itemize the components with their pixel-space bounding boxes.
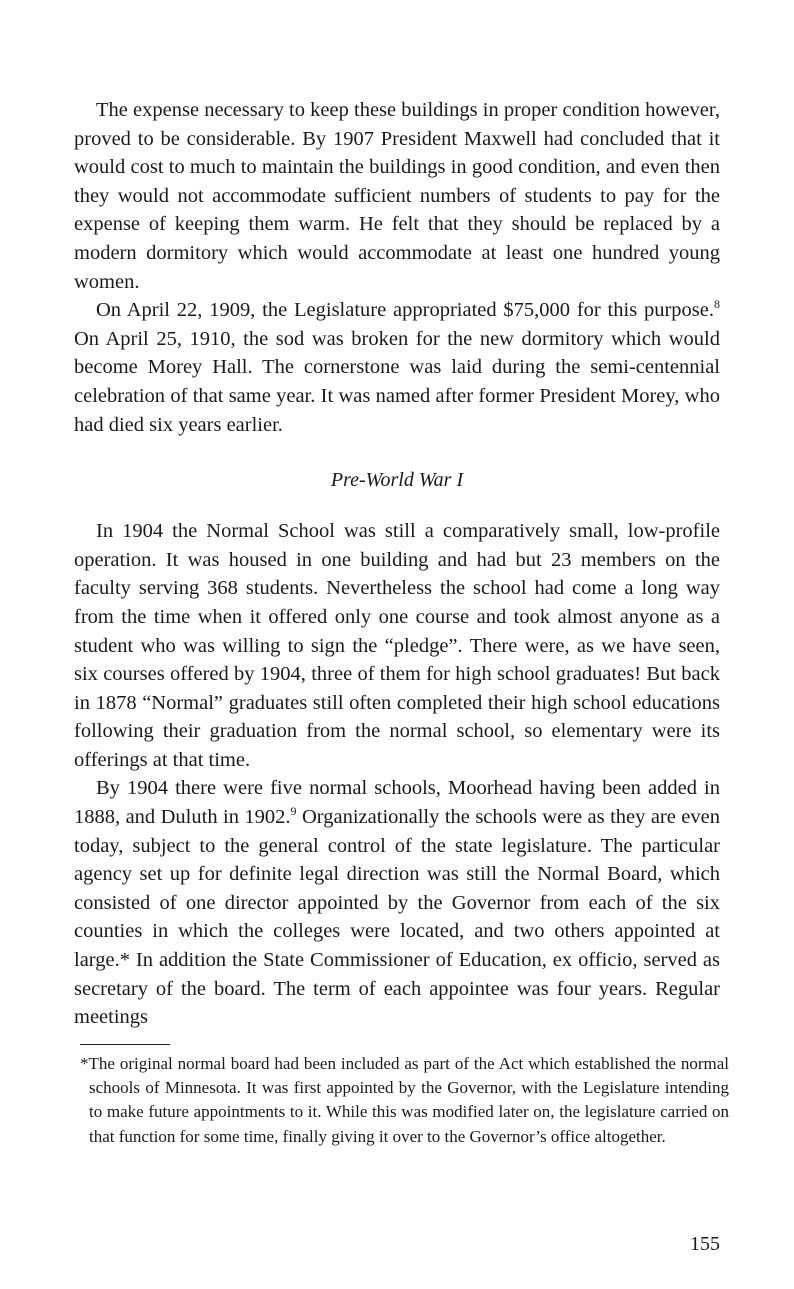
paragraph-2 <box>74 296 720 439</box>
page-body <box>74 96 720 1032</box>
paragraph-2-text-a: On April 22, 1909, the Legislature appropriated $75,000 for this purpose. <box>96 299 714 322</box>
section-heading: Pre-World War I <box>330 469 464 492</box>
footnote: *The original normal board had been included as part of the Act which established the normal schools of Minnesota. It was first appointed by the Governor, with the Legislature intending to make future appointments to it. While this was modified later on, the legislature carried on that function for some time, finally giving it over to the Governor’s office altogether. <box>80 1054 729 1146</box>
footnote-rule <box>80 1044 170 1045</box>
paragraph-1: The expense necessary to keep these buildings in proper condition however, proved to be considerable. By 1907 President Maxwell had concluded that it would cost to much to maintain the buildings in good condition, and even then they would not accommodate sufficient numbers of students to pay for the expense of keeping them warm. He felt that they should be replaced by a modern dormitory which would accommodate at least one hundred young women. <box>74 99 720 293</box>
paragraph-3: In 1904 the Normal School was still a comparatively small, low-profile operation. It was housed in one building and had but 23 members on the faculty serving 368 students. Nevertheless the school had come a long way from the time when it offered only one course and took almost anyone as a student who was willing to sign the “pledge”. There were, as we have seen, six courses offered by 1904, three of them for high school graduates! But back in 1878 “Normal” graduates still often completed their high school educations following their graduation from the normal school, so elementary were its offerings at that time. <box>74 520 720 771</box>
paragraph-4-text-a: By 1904 there were five normal schools, Moorhead having been added in 1888, and Duluth in 1902. <box>74 777 720 829</box>
footnote-ref-9: 9 <box>290 804 297 819</box>
paragraph-4 <box>74 774 720 1031</box>
paragraph-2-text-b: On April 25, 1910, the sod was broken for the new dormitory which would become Morey Hall. The cornerstone was laid during the semi-centennial celebration of that same year. It was named after former President Morey, who had died six years earlier. <box>74 327 720 436</box>
footnote-ref-8: 8 <box>714 297 720 312</box>
paragraph-4-text-b: Organizationally the schools were as they are even today, subject to the general control of the state legislature. The particular agency set up for definite legal direction was still the Normal Board, which consisted of one director appointed by the Governor from each of the six counties in which the colleges were located, and two others appointed at large.* In addition the State Commissioner of Education, ex officio, served as secretary of the board. The term of each appointee was four years. Regular meetings <box>74 806 720 1029</box>
page-number: 155 <box>690 1233 720 1255</box>
